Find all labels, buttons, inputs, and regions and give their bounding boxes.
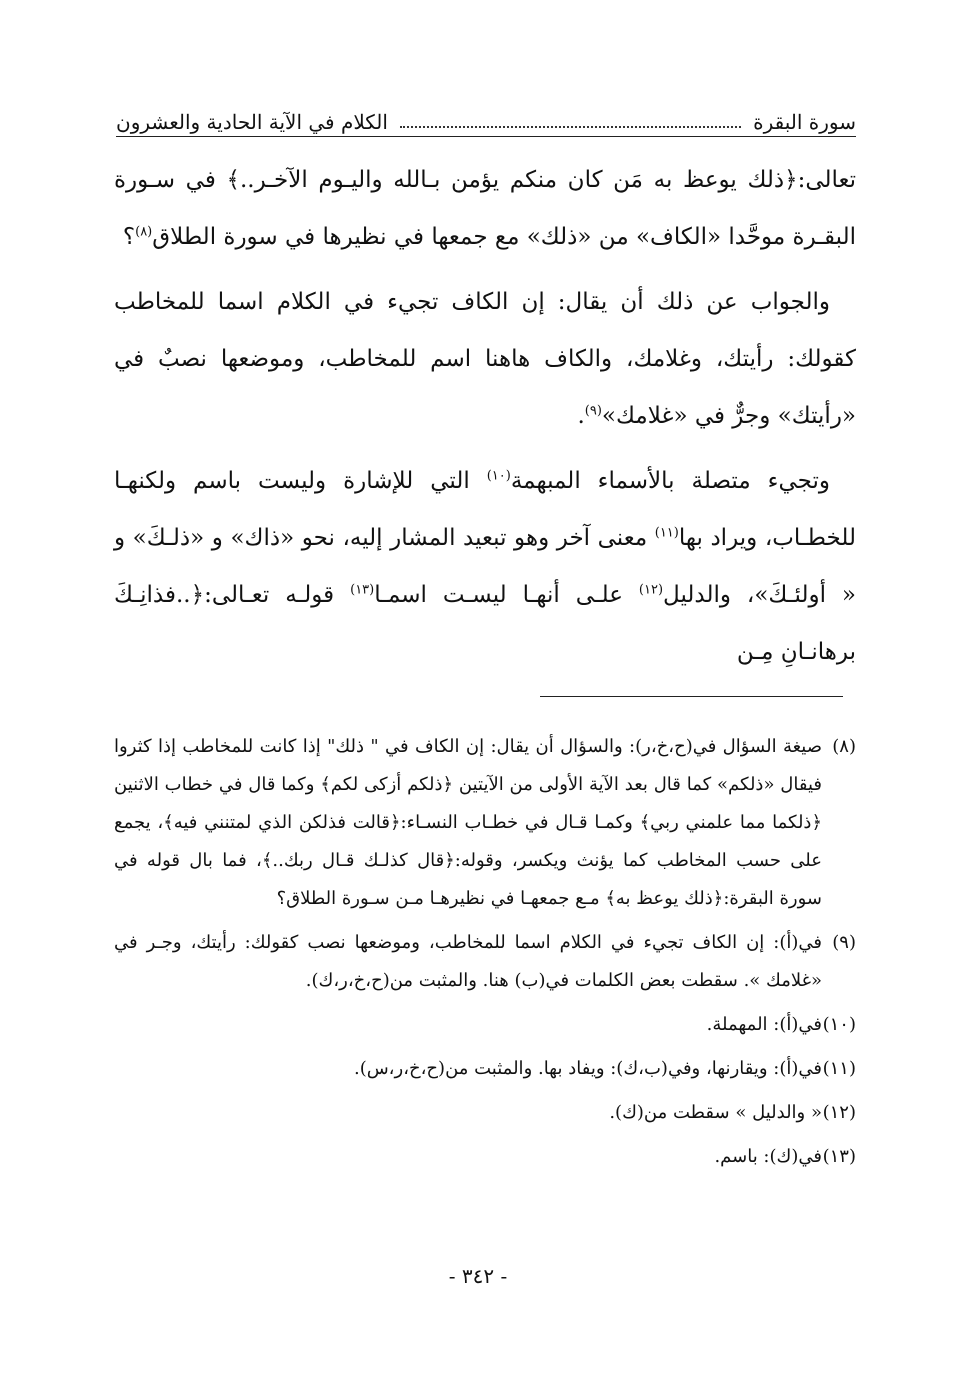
header-surah-title: سورة البقرة	[753, 110, 856, 134]
footnote-text: صيغة السؤال في(ح،خ،ر): والسؤال أن يقال: إن الكاف في " ذلك" إذا كانت للمخاطب إذا كثروا فيقال «ذلكم» كما قال بعد الآية الأولى من الآيتين ﴿ذلكم أزكى لكم﴾ وكما قال في خطاب الاثنين ﴿ذلكما مما علمني ربي﴾ وكمـا قـال في خطـاب النسـاء:﴿قالت فذلكن الذي لمتنني فيه﴾، يجمع على حسب المخاطب كما يؤنث ويكسر، وقوله:﴿قال كذلـك قـال ربك..﴾، فما بال قوله في سورة البقرة:﴿ذلك يوعظ به﴾ مـع جمعهـا في نظيرهـا مـن سـورة الطلاق؟	[114, 736, 822, 909]
footnote-12	[114, 1094, 856, 1132]
footnote-9	[114, 924, 856, 1000]
footnote-text: في(أ): المهملة.	[706, 1014, 822, 1035]
footnotes	[114, 728, 856, 1182]
paragraph-2: والجواب عن ذلك أن يقال: إن الكاف تجيء في الكلام اسما للمخاطب كقولك: رأيتك، وغلامك، والكاف هاهنا اسم للمخاطب، وموضعها نصبٌ في «رأيتك» وجرٌّ في «غلامك»$^{(٩)}$.	[114, 289, 856, 429]
footnote-ref-9[interactable]: (٩)	[584, 403, 602, 419]
page-number: - ٣٤٢ -	[448, 1264, 508, 1288]
footnote-number: (١٢)	[822, 1102, 856, 1123]
paragraph-1: تعالى:﴿ذلك يوعظ به مَن كان منكم يؤمن بـالله واليـوم الآخـر..﴾ في سـورة البقـرة موحَّدا «الكاف» من «ذلك» مع جمعها في نظيرها في سورة الطلاق$^{(٨)}$؟	[114, 167, 856, 250]
footnote-ref-13[interactable]: (١٣)	[350, 582, 375, 598]
footnote-ref-8[interactable]: (٨)	[135, 224, 153, 240]
footnote-11	[114, 1050, 856, 1088]
header-dot-leader	[400, 126, 741, 128]
footnote-text: في(أ): إن الكاف تجيء في الكلام اسما للمخاطب، وموضعها نصب كقولك: رأيتك، وجـر في «غلامك ». سقطت بعض الكلمات في(ب) هنا. والمثبت من(ح،خ،ر،ك).	[114, 932, 822, 991]
footnote-number: (٨)	[832, 736, 856, 757]
footnote-8	[114, 728, 856, 918]
footnote-number: (١٠)	[822, 1014, 856, 1035]
footnote-number: (١٣)	[822, 1146, 856, 1167]
footnote-ref-10[interactable]: (١٠)	[486, 468, 511, 484]
footnote-number: (٩)	[832, 932, 856, 953]
footnote-ref-12[interactable]: (١٢)	[638, 582, 664, 598]
main-text	[114, 152, 856, 689]
footnote-13	[114, 1138, 856, 1176]
footnote-text: في(أ): ويقارنها، وفي(ب،ك): ويفاد بها. والمثبت من(ح،خ،ر،س).	[353, 1058, 822, 1079]
footnote-number: (١١)	[822, 1058, 856, 1079]
footnote-text: في(ك): باسم.	[714, 1146, 822, 1167]
footnote-10	[114, 1006, 856, 1044]
footnote-text: « والدليل » سقطت من(ك).	[609, 1102, 822, 1123]
footnote-ref-11[interactable]: (١١)	[654, 525, 679, 541]
paragraph-3: وتجيء متصلة بالأسماء المبهمة$^{(١٠)}$ التي للإشارة وليست باسم ولكنهـا للخطـاب، ويراد بها$^{(١١)}$ معنى آخر وهو تبعيد المشار إليه، نحو «ذاك» و «ذلـكَ» و « أولئـكَ»، والدليل$^{(١٢)}$ علـى أنهـا ليسـت اسمـا$^{(١٣)}$ قولـه تعـالى:﴿..فذانِـكَ برهانـانِ مِـن	[114, 468, 857, 665]
running-header	[116, 100, 856, 137]
footnote-separator	[540, 696, 843, 697]
header-section-title: الكلام في الآية الحادية والعشرون	[116, 110, 388, 134]
